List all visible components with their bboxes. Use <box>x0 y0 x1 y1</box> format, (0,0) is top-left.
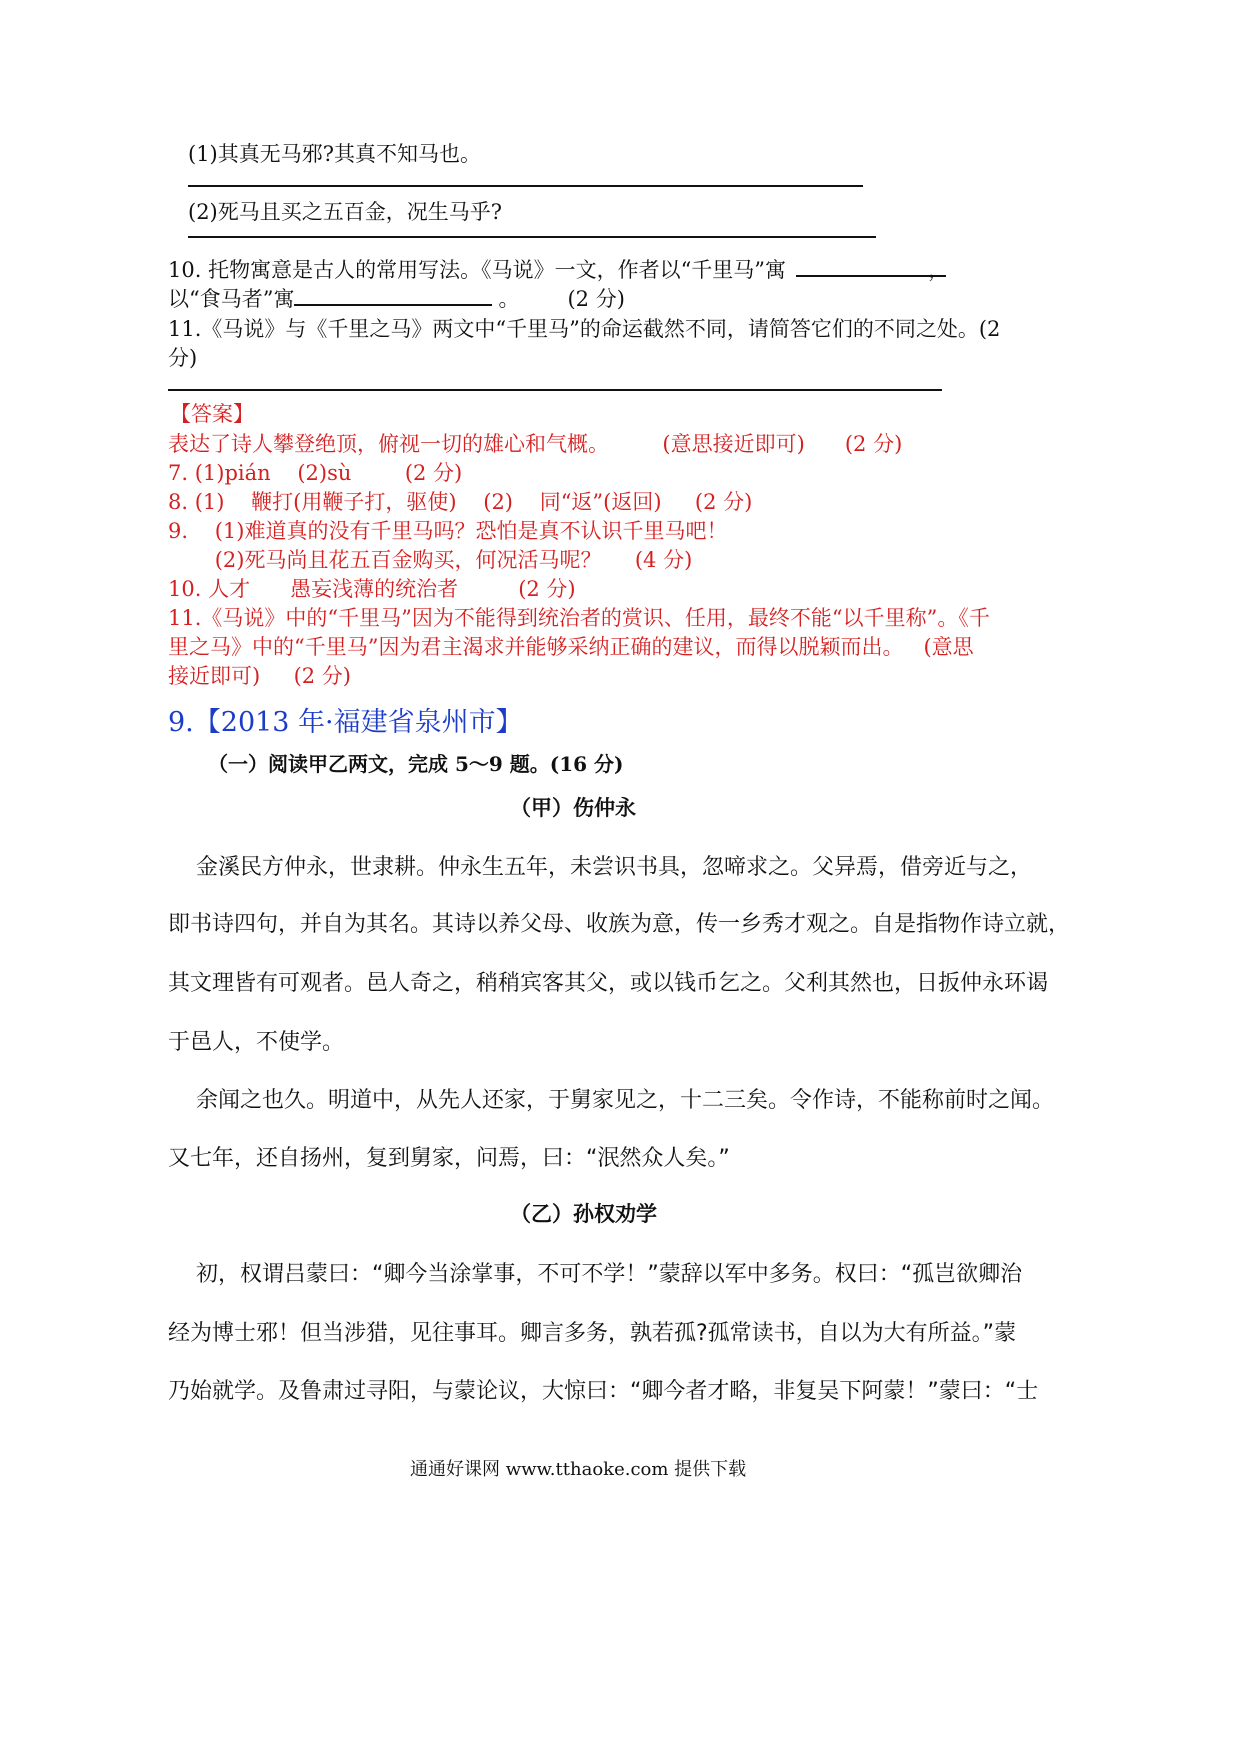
q10-blank-2 <box>294 284 492 306</box>
q10-line-1 <box>168 254 946 284</box>
passage-line: 于邑人，不使学。 <box>168 1030 345 1055</box>
passage-line: 余闻之也久。明道中，从先人还家，于舅家见之，十二三矣。令作诗，不能称前时之闻。 <box>168 1088 1054 1113</box>
passage-line: 又七年，还自扬州，复到舅家，问焉，曰：“泯然众人矣。” <box>168 1146 730 1171</box>
answer-line: 11.《马说》中的“千里马”因为不能得到统治者的赏识、任用，最终不能“以千里称”。《千 <box>168 606 990 630</box>
answer-line: 10. 人才 愚妄浅薄的统治者 (2 分) <box>168 577 576 601</box>
q10-period: 。 <box>498 287 520 311</box>
q11-line-2: 分) <box>168 346 198 370</box>
answer-line: 接近即可) (2 分) <box>168 664 351 688</box>
answer-line-q11 <box>168 389 942 391</box>
q11-line-1: 11.《马说》与《千里之马》两文中“千里马”的命运截然不同，请简答它们的不同之处。(2 <box>168 317 1001 341</box>
answer-line: 表达了诗人攀登绝顶，俯视一切的雄心和气概。 (意思接近即可) (2 分) <box>168 432 903 456</box>
q9-item-1: (1)其真无马邪?其真不知马也。 <box>188 142 482 166</box>
answer-line-2 <box>188 236 876 238</box>
page-footer: 通通好课网 www.tthaoke.com 提供下载 <box>410 1459 747 1480</box>
q10-text-2: 以“食马者”寓 <box>168 287 295 311</box>
passage-line: 即书诗四句，并自为其名。其诗以养父母、收族为意，传一乡秀才观之。自是指物作诗立就， <box>168 912 1071 937</box>
passage-line: 经为博士邪！但当涉猎，见往事耳。卿言多务，孰若孤?孤常读书，自以为大有所益。”蒙 <box>168 1321 1017 1346</box>
answer-line: (2)死马尚且花五百金购买，何况活马呢？ (4 分) <box>168 548 693 572</box>
section-instruction: （一）阅读甲乙两文，完成 5～9 题。(16 分) <box>208 752 624 776</box>
answer-header: 【答案】 <box>170 402 254 426</box>
passage-line: 初，权谓吕蒙曰：“卿今当涂掌事，不可不学！”蒙辞以军中多务。权曰：“孤岂欲卿治 <box>168 1262 1023 1287</box>
q10-text-1: 10. 托物寓意是古人的常用写法。《马说》一文，作者以“千里马”寓 <box>168 258 787 282</box>
q10-line-2 <box>168 283 625 313</box>
passage-line: 金溪民方仲永，世隶耕。仲永生五年，未尝识书具，忽啼求之。父异焉，借旁近与之， <box>168 855 1032 880</box>
passage-a-title: （甲）伤仲永 <box>510 795 636 820</box>
q10-comma: ， <box>928 258 949 282</box>
passage-line: 乃始就学。及鲁肃过寻阳，与蒙论议，大惊曰：“卿今者才略，非复吴下阿蒙！”蒙曰：“士 <box>168 1379 1039 1404</box>
answer-line: 7. (1)pián (2)sù (2 分) <box>168 461 463 485</box>
answer-line: 8. (1) 鞭打(用鞭子打，驱使) (2) 同“返”(返回) (2 分) <box>168 490 753 514</box>
passage-b-title: （乙）孙权劝学 <box>510 1201 657 1226</box>
q10-blank-1 <box>796 255 946 277</box>
passage-line: 其文理皆有可观者。邑人奇之，稍稍宾客其父，或以钱币乞之。父利其然也，日扳仲永环谒 <box>168 971 1049 996</box>
answer-line-1 <box>188 185 863 187</box>
answer-line: 9. (1)难道真的没有千里马吗？恐怕是真不认识千里马吧！ <box>168 519 728 543</box>
q10-score: (2 分) <box>567 287 625 311</box>
answer-line: 里之马》中的“千里马”因为君主渴求并能够采纳正确的建议，而得以脱颖而出。 (意思 <box>168 635 974 659</box>
q9-item-2: (2)死马且买之五百金，况生马乎? <box>188 200 503 224</box>
section-heading: 9.【2013 年·福建省泉州市】 <box>168 707 523 738</box>
